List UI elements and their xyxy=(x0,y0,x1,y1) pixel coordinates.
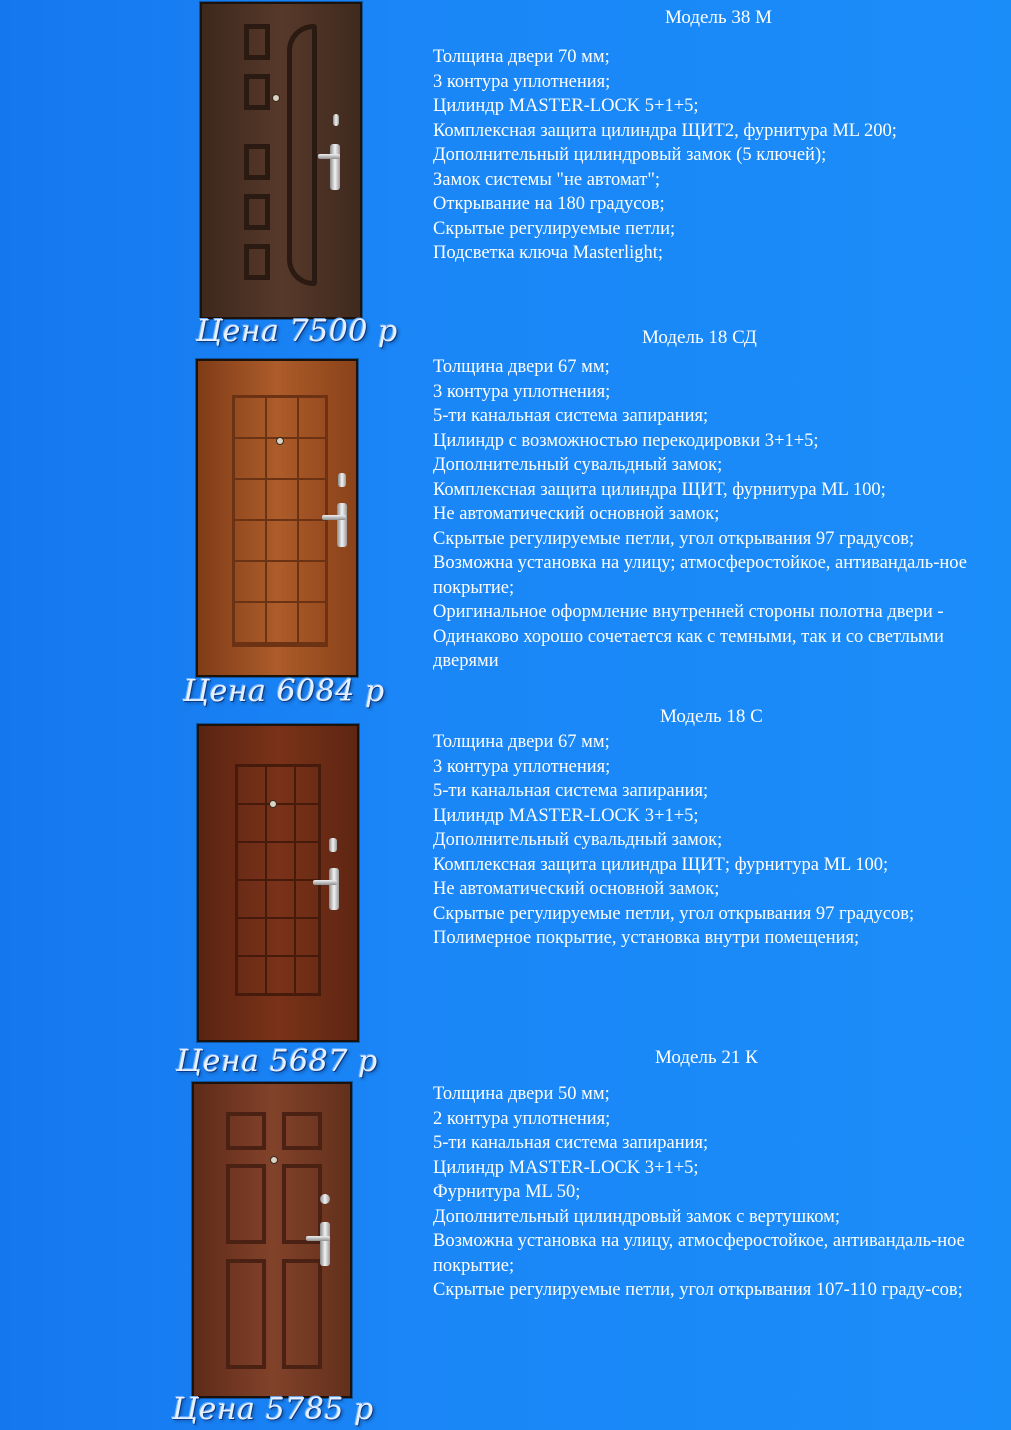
door-image-model-21k xyxy=(192,1082,352,1398)
door-panel xyxy=(282,1164,322,1244)
spec-item: 5-ти канальная система запирания; xyxy=(433,1133,709,1153)
spec-item: Толщина двери 70 мм; xyxy=(433,47,610,67)
spec-item: Скрытые регулируемые петли, угол открывания 107-110 граду-сов; xyxy=(433,1280,963,1300)
price-label: Цена 7500 р xyxy=(196,314,398,349)
spec-item: Возможна установка на улицу; атмосферостойкое, антивандаль-ное покрытие; xyxy=(433,553,967,598)
spec-item: 5-ти канальная система запирания; xyxy=(433,406,709,426)
spec-item: 3 контура уплотнения; xyxy=(433,381,611,402)
model-title: Модель 18 СД xyxy=(642,327,757,348)
spec-item: Комплексная защита цилиндра ЩИТ, фурнитура ML 100; xyxy=(433,479,886,500)
spec-item: Не автоматический основной замок; xyxy=(433,504,720,524)
spec-item: Дополнительный цилиндровый замок (5 ключей); xyxy=(433,145,827,165)
spec-item: Дополнительный сувальдный замок; xyxy=(433,830,723,850)
spec-item: Дополнительный цилиндровый замок с вертушком; xyxy=(433,1206,840,1227)
spec-item: Открывание на 180 градусов; xyxy=(433,194,665,214)
spec-item: Не автоматический основной замок; xyxy=(433,879,720,899)
price-label: Цена 5785 р xyxy=(172,1392,374,1427)
model-title: Модель 18 С xyxy=(660,706,763,727)
spec-item: Толщина двери 50 мм; xyxy=(433,1084,610,1104)
door-panel xyxy=(282,1259,322,1369)
spec-item: Фурнитура ML 50; xyxy=(433,1182,581,1202)
spec-item: Толщина двери 67 мм; xyxy=(433,357,610,377)
spec-item: Оригинальное оформление внутренней стороны полотна двери - Одинаково хорошо сочетается как с темными, так и со светлыми дверями xyxy=(433,602,944,671)
spec-item: Цилиндр с возможностью перекодировки 3+1+5; xyxy=(433,430,819,451)
spec-item: Подсветка ключа Masterlight; xyxy=(433,243,664,263)
lock-icon xyxy=(320,1194,330,1204)
door-panel xyxy=(282,1112,322,1150)
door-panel xyxy=(226,1164,266,1244)
peephole-icon xyxy=(270,1156,278,1164)
spec-item: Цилиндр MASTER-LOCK 5+1+5; xyxy=(433,96,699,116)
spec-list xyxy=(433,1082,1003,1303)
door-panel xyxy=(226,1112,266,1150)
spec-item: 3 контура уплотнения; xyxy=(433,71,611,92)
door-lever-icon xyxy=(306,1236,330,1241)
spec-item: 2 контура уплотнения; xyxy=(433,1108,611,1129)
spec-item: Полимерное покрытие, установка внутри помещения; xyxy=(433,928,860,948)
spec-item: Комплексная защита цилиндра ЩИТ2, фурнитура ML 200; xyxy=(433,120,897,141)
spec-item: Скрытые регулируемые петли, угол открывания 97 градусов; xyxy=(433,903,915,924)
spec-item: Комплексная защита цилиндра ЩИТ; фурнитура ML 100; xyxy=(433,854,889,875)
spec-item: Скрытые регулируемые петли, угол открывания 97 градусов; xyxy=(433,528,915,549)
price-label: Цена 5687 р xyxy=(176,1044,378,1079)
model-title: Модель 38 М xyxy=(665,7,773,28)
spec-item: Скрытые регулируемые петли; xyxy=(433,218,676,239)
door-panel xyxy=(226,1259,266,1369)
spec-item: 3 контура уплотнения; xyxy=(433,756,611,777)
spec-item: Возможна установка на улицу, атмосферостойкое, антивандаль-ное покрытие; xyxy=(433,1231,965,1276)
door-handle-icon xyxy=(320,1222,330,1266)
spec-item: Толщина двери 67 мм; xyxy=(433,732,610,752)
spec-item: Замок системы "не автомат"; xyxy=(433,169,661,190)
price-label: Цена 6084 р xyxy=(183,674,385,709)
spec-item: Цилиндр MASTER-LOCK 3+1+5; xyxy=(433,805,699,826)
spec-item: Дополнительный сувальдный замок; xyxy=(433,455,723,475)
spec-item: Цилиндр MASTER-LOCK 3+1+5; xyxy=(433,1157,699,1178)
spec-item: 5-ти канальная система запирания; xyxy=(433,781,709,801)
model-title: Модель 21 К xyxy=(655,1047,758,1068)
